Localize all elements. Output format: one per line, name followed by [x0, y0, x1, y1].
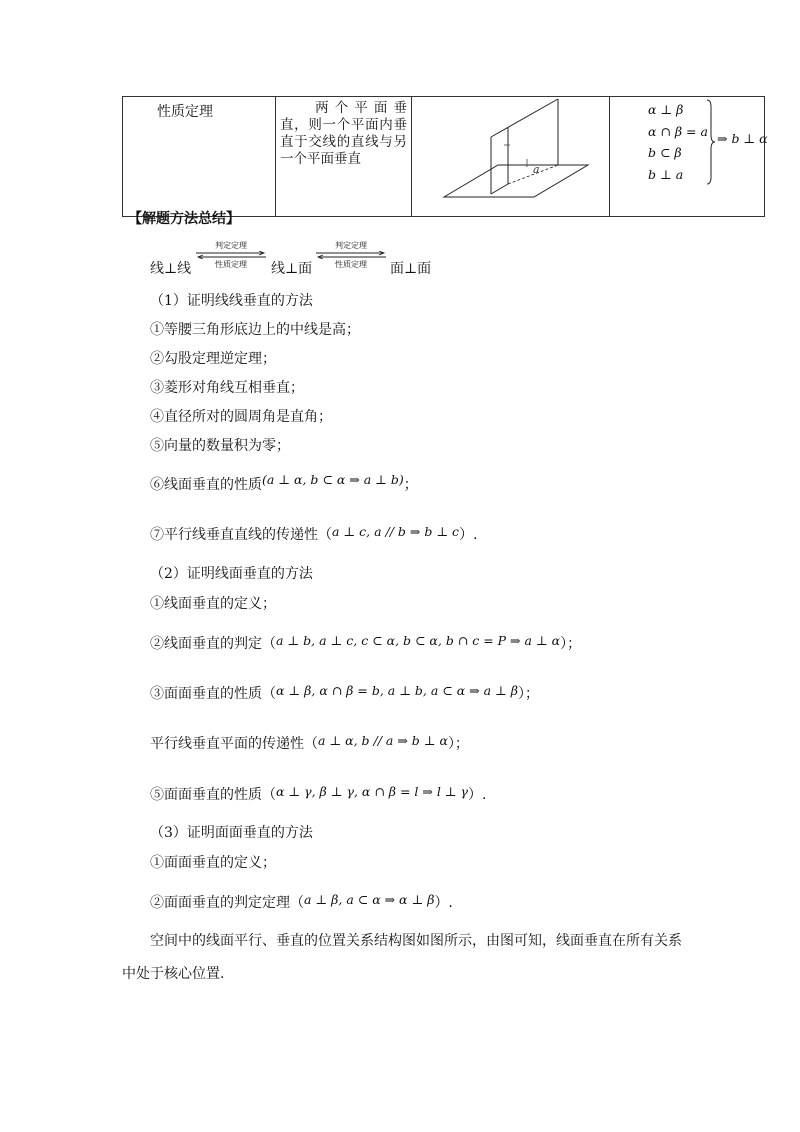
chain-arrow-1-bottom: 性质定理: [215, 260, 247, 269]
s2-item-3-text: ③面面垂直的性质（: [150, 686, 276, 702]
double-arrow-icon: [316, 251, 386, 259]
figure-label-a: a: [533, 163, 540, 176]
s2-item-3-formula: α ⊥ β, α ∩ β = b, a ⊥ b, a ⊂ α ⇒ a ⊥ β: [276, 683, 518, 698]
s1-item-2: ②勾股定理逆定理；: [150, 351, 276, 367]
chain-arrow-2-top: 判定定理: [335, 241, 367, 250]
s1-item-4: ④直径所对的圆周角是直角；: [150, 409, 332, 425]
s2-item-2-end: ）；: [560, 636, 582, 652]
chain-line-plane: 线⊥面: [271, 261, 313, 277]
chain-line-line: 线⊥线: [150, 261, 192, 277]
theorem-table: [122, 96, 768, 217]
s2-item-4: [150, 733, 469, 753]
s2-item-2-text: ②线面垂直的判定（: [150, 636, 276, 652]
s1-item-7-text: ⑦平行线垂直直线的传递性（: [150, 527, 332, 543]
s1-item-7: [150, 524, 478, 544]
s2-item-4-formula: a ⊥ α, b // a ⇒ b ⊥ α: [318, 733, 448, 748]
theorem-conditions: [610, 97, 768, 216]
theorem-symbol-cell: [610, 97, 768, 217]
chain-arrow-1: [196, 240, 266, 270]
s1-item-6-formula: (a ⊥ α, b ⊂ α ⇒ a ⊥ b): [262, 472, 404, 487]
chain-arrow-1-top: 判定定理: [215, 241, 247, 250]
s1-item-1: ①等腰三角形底边上的中线是高；: [150, 322, 360, 338]
chain-plane-plane: 面⊥面: [390, 261, 432, 277]
chain-arrow-2-bottom: 性质定理: [335, 260, 367, 269]
s2-item-5: [150, 784, 486, 804]
s3-item-2-text: ②面面垂直的判定定理（: [150, 895, 304, 911]
condition-1: α ⊥ β: [648, 102, 684, 117]
section-heading: 【解题方法总结】: [128, 211, 240, 227]
s2-item-2-formula: a ⊥ b, a ⊥ c, c ⊂ α, b ⊂ α, b ∩ c = P ⇒ a ⊥ α: [276, 633, 561, 648]
s1-item-3: ③菱形对角线互相垂直；: [150, 380, 304, 396]
s2-item-4-text: 平行线垂直平面的传递性（: [150, 736, 318, 752]
condition-3: b ⊂ β: [648, 145, 682, 160]
s1-item-7-formula: a ⊥ c, a // b ⇒ b ⊥ c: [332, 524, 460, 539]
s2-item-5-formula: α ⊥ γ, β ⊥ γ, α ∩ β = l ⇒ l ⊥ γ: [276, 784, 469, 799]
relation-chain: [150, 238, 450, 278]
theorem-description-cell: [276, 97, 412, 217]
theorem-result: ⇒ b ⊥ α: [717, 131, 768, 146]
condition-4: b ⊥ a: [648, 166, 684, 182]
double-arrow-icon: [196, 251, 266, 259]
s1-item-7-end: ）.: [459, 527, 478, 543]
right-brace: [706, 99, 716, 185]
theorem-figure-cell: [412, 97, 610, 217]
s2-item-3: [150, 683, 539, 703]
theorem-label: 性质定理: [157, 104, 213, 120]
s2-item-5-end: ）.: [468, 787, 487, 803]
s1-item-6-text: ⑥线面垂直的性质: [150, 477, 262, 493]
s2-title: （2）证明线面垂直的方法: [150, 566, 313, 582]
theorem-description: 两个平面垂直，则一个平面内垂直于交线的直线与另一个平面垂直: [280, 100, 407, 167]
s1-title: （1）证明线线垂直的方法: [150, 293, 313, 309]
s2-item-3-end: ）；: [518, 686, 539, 702]
perpendicular-planes-figure: [412, 97, 609, 212]
s2-item-5-text: ⑤面面垂直的性质（: [150, 787, 276, 803]
theorem-label-cell: [123, 97, 276, 217]
condition-list: [648, 99, 708, 185]
s3-item-2-formula: a ⊥ β, a ⊂ α ⇒ α ⊥ β: [304, 892, 435, 907]
s1-item-5: ⑤向量的数量积为零；: [150, 438, 290, 454]
s3-title: （3）证明面面垂直的方法: [150, 825, 313, 841]
s2-item-4-end: ）；: [447, 736, 469, 752]
s2-item-1: ①线面垂直的定义；: [150, 596, 276, 612]
s3-item-2: [150, 892, 453, 912]
condition-2: α ∩ β = a: [648, 123, 708, 139]
s1-item-6-end: ；: [403, 477, 418, 493]
chain-arrow-2: [316, 240, 386, 270]
closing-paragraph: 空间中的线面平行、垂直的位置关系结构图如图所示，由图可知，线面垂直在所有关系中处于核心位置.: [122, 933, 682, 982]
s1-item-6: [150, 474, 418, 494]
table-row: [123, 97, 765, 217]
s3-item-2-end: ）.: [434, 895, 453, 911]
s2-item-2: [150, 633, 581, 653]
s3-item-1: ①面面垂直的定义；: [150, 855, 276, 871]
